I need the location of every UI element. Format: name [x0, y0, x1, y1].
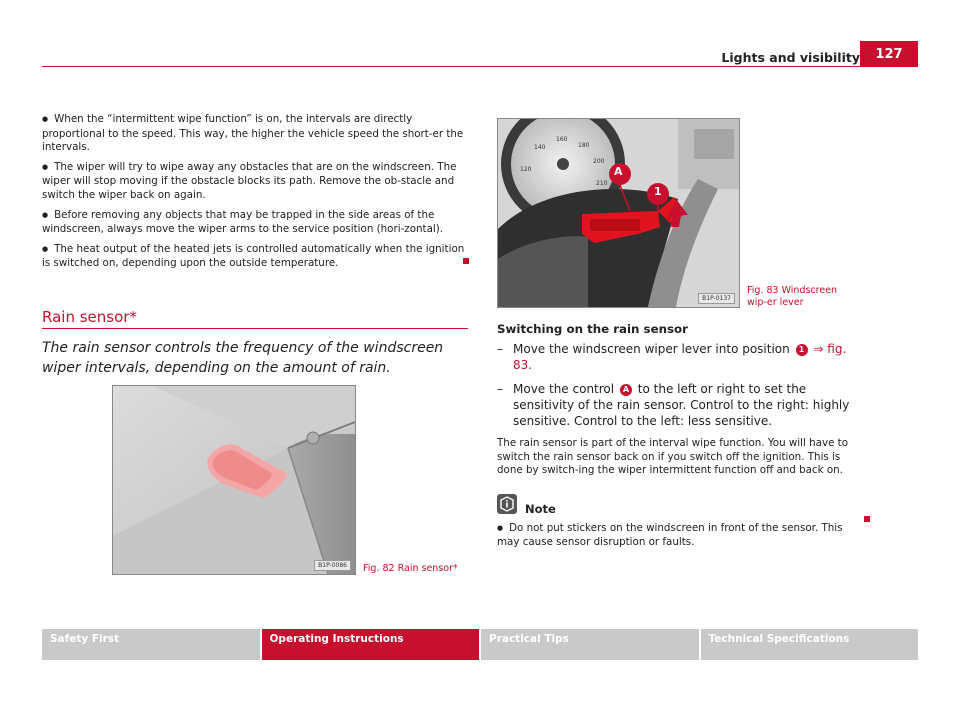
tab-safety-first[interactable]: Safety First: [42, 629, 262, 660]
figure-caption: [747, 285, 857, 309]
svg-text:120: 120: [520, 166, 532, 173]
header-rule: [42, 66, 918, 67]
note-label: Note: [525, 501, 556, 516]
callout-label: A: [614, 165, 623, 178]
info-icon: [497, 494, 517, 514]
step-text: Move the control: [513, 382, 615, 396]
wiper-lever-photo: [497, 118, 740, 308]
figure-reference-link[interactable]: ⇒ fig. 83.: [513, 342, 847, 372]
tab-operating-instructions[interactable]: Operating Instructions: [262, 629, 482, 660]
step-text: Move the windscreen wiper lever into position: [513, 342, 790, 356]
page-number: 127: [860, 41, 918, 67]
control-badge: A: [620, 384, 632, 396]
section-end-mark: [463, 258, 469, 264]
list-item: ● The wiper will try to wipe away any obstacles that are on the windscreen. The wiper will stop moving if the obstacle blocks its path. Remove the ob-stacle and switch the wiper back on again.: [42, 161, 468, 203]
rain-sensor-intro: The rain sensor controls the frequency of the windscreen wiper intervals, depending on the amount of rain.: [42, 340, 444, 376]
svg-text:180: 180: [578, 142, 590, 149]
tab-practical-tips[interactable]: Practical Tips: [481, 629, 701, 660]
svg-text:140: 140: [534, 144, 546, 151]
callout-label: 1: [654, 185, 662, 198]
note-header: [497, 492, 857, 516]
section-end-mark: [864, 516, 870, 522]
list-item: ● When the “intermittent wipe function” is on, the intervals are directly proportional to the speed. This way, the higher the vehicle speed the short-er the intervals.: [42, 113, 468, 155]
note-text: ● Do not put stickers on the windscreen in front of the sensor. This may cause sensor disruption or faults.: [497, 522, 857, 550]
step-text: to the left or right to set the sensitivity of the rain sensor. Control to the right: highly sensitive. Control to the left: less sensitive.: [513, 382, 850, 428]
figure-number: Fig. 83: [747, 285, 779, 296]
heading-rule: [42, 328, 468, 329]
bullet-list: [42, 113, 468, 277]
svg-text:160: 160: [556, 136, 568, 143]
position-badge: 1: [796, 344, 808, 356]
figure-caption-text: Windscreen wip-er lever: [747, 285, 838, 308]
figure-number: Fig. 82: [363, 563, 395, 574]
figure-caption: [363, 563, 458, 575]
subsection-heading: Switching on the rain sensor: [497, 322, 688, 336]
list-item: ● The heat output of the heated jets is controlled automatically when the ignition is switched on, depending upon the outside temperature.: [42, 243, 468, 271]
wiper-lever-illustration: [498, 119, 739, 307]
image-code: B1P-0086: [314, 560, 351, 571]
section-title: Lights and visibility: [721, 50, 860, 65]
image-code: B1P-0137: [698, 293, 735, 304]
rain-sensor-photo: [112, 385, 356, 575]
list-item: [497, 381, 857, 429]
rain-sensor-illustration: [113, 386, 355, 574]
svg-text:210: 210: [596, 180, 608, 187]
list-item: [497, 341, 857, 373]
rain-sensor-heading: Rain sensor*: [42, 308, 137, 326]
footer-nav: [42, 629, 918, 660]
body-paragraph: The rain sensor is part of the interval wipe function. You will have to switch the rain sensor back on if you switch off the ignition. This is done by switch-ing the wiper intermittent function off and back on.: [497, 437, 849, 477]
tab-technical-specifications[interactable]: Technical Specifications: [701, 629, 919, 660]
svg-text:200: 200: [593, 158, 605, 165]
list-item: ● Before removing any objects that may be trapped in the side areas of the windscreen, always move the wiper arms to the service position (hori-zontal).: [42, 209, 468, 237]
figure-caption-text: Rain sensor*: [397, 563, 458, 574]
switching-section: [497, 322, 857, 558]
